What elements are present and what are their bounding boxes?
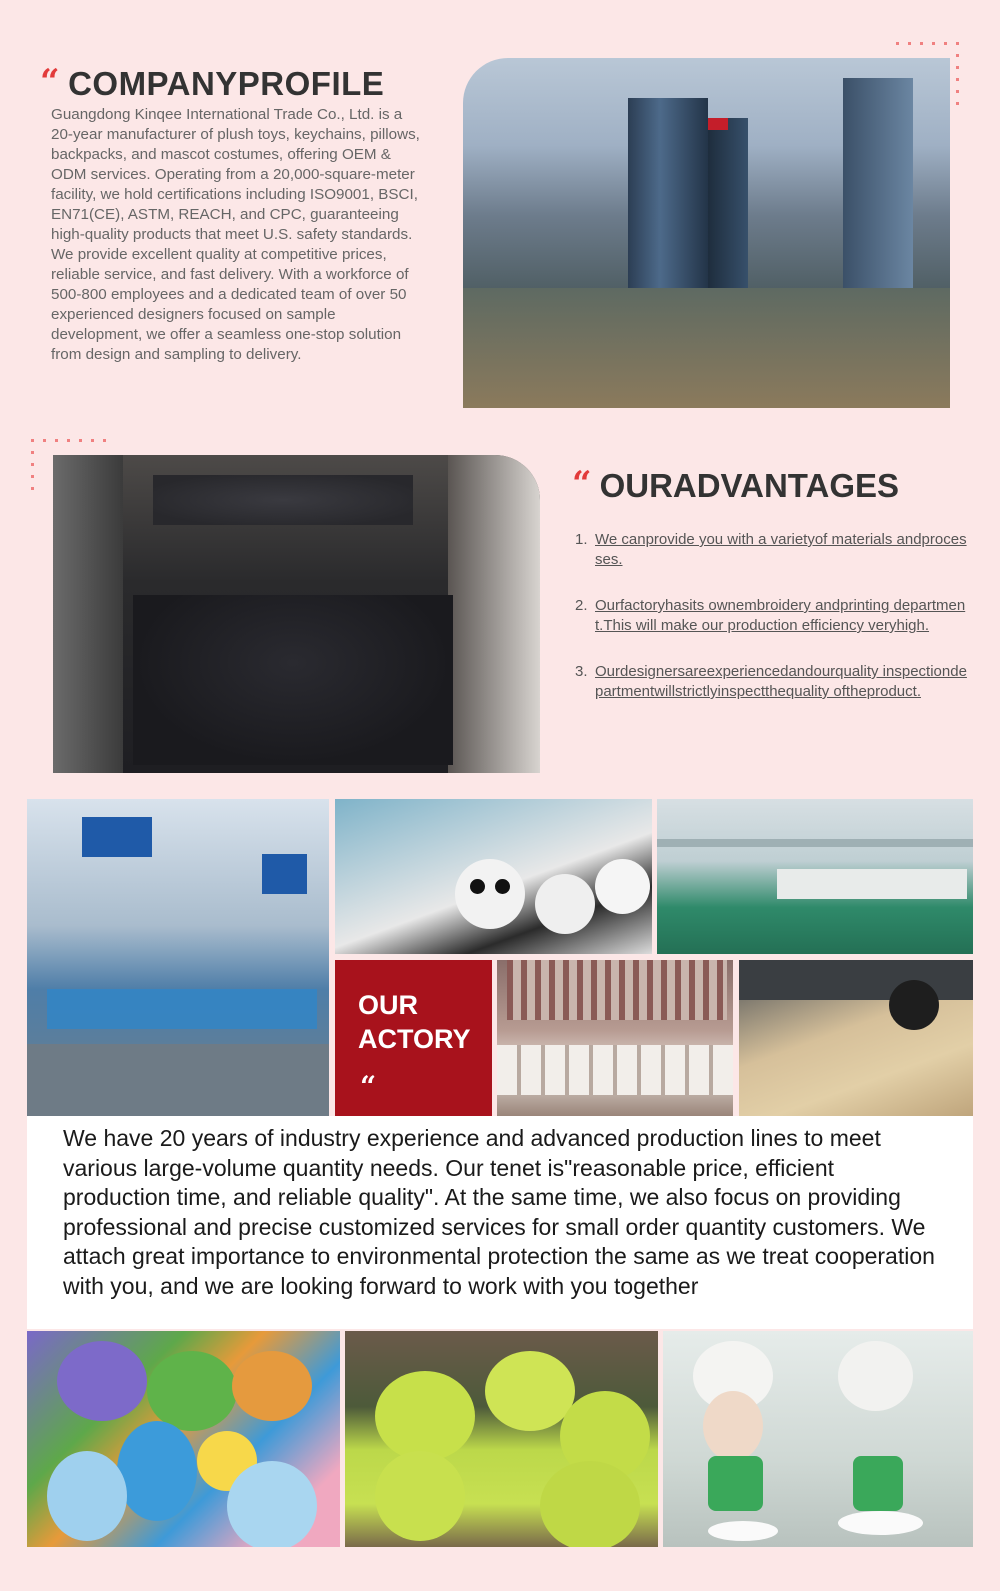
advantage-number: 1. <box>575 531 588 548</box>
advantage-item <box>567 596 967 636</box>
company-building-photo <box>463 58 950 408</box>
company-profile-title: COMPANYPROFILE <box>68 65 385 102</box>
tennis-mascot-costumes-photo <box>345 1331 658 1547</box>
advantages-title: OURADVANTAGES <box>599 467 900 504</box>
advantage-number: 2. <box>575 597 588 614</box>
quote-icon: “ <box>360 1070 377 1103</box>
company-profile-text: Guangdong Kinqee International Trade Co., Ltd. is a 20-year manufacturer of plush toys, keychains, pillows, backpacks, and mascot costumes, offering OEM & ODM services. Operating from a 20,000-square-meter facility, we hold certifications including ISO9001, BSCI, EN71(CE), ASTM, REACH, and CPC, guaranteeing high-quality products that meet U.S. safety standards. We provide excellent quality at competitive prices, reliable service, and fast delivery. With a workforce of 500-800 employees and a dedicated team of over 50 experienced designers focused on sample development, we offer a seamless one-stop solution from design and sampling to delivery. <box>51 106 420 363</box>
embroidery-machine-photo <box>497 960 733 1116</box>
pattern-cutting-photo <box>739 960 973 1116</box>
advantages-heading <box>572 466 899 506</box>
advantage-text: Ourfactoryhasits ownembroidery andprinting department.This will make our production efficiency veryhigh. <box>595 597 966 634</box>
custom-figure-doll-photo <box>663 1331 973 1547</box>
advantages-list <box>567 530 967 728</box>
quote-icon: “ <box>40 62 61 102</box>
advantage-item <box>567 530 967 570</box>
our-factory-line2: ACTORY <box>358 1024 471 1054</box>
sewing-workshop-photo <box>27 799 329 1116</box>
our-factory-line1: OUR <box>358 990 418 1020</box>
embroidery-workshop-photo <box>657 799 973 954</box>
quote-icon: “ <box>572 464 592 504</box>
advantage-number: 3. <box>575 663 588 680</box>
plush-toys-photo <box>27 1331 340 1547</box>
team-group-photo <box>53 455 540 773</box>
our-factory-label <box>335 960 492 1116</box>
factory-description: We have 20 years of industry experience and advanced production lines to meet various large-volume quantity needs. Our tenet is"reasonable price, efficient production time, and reliable quality". At the same time, we also focus on providing professional and precise customized services for small order quantity customers. We attach great importance to environmental protection the same as we treat cooperation with you, and we are looking forward to work with you together <box>63 1125 935 1299</box>
advantage-item <box>567 662 967 702</box>
factory-description-panel <box>27 1116 973 1329</box>
company-profile-heading <box>40 64 384 104</box>
advantage-text: Ourdesignersareexperiencedandourquality inspectiondepartmentwillstrictlyinspectthequality oftheproduct. <box>595 663 967 700</box>
advantage-text: We canprovide you with a varietyof materials andprocesses. <box>595 531 967 568</box>
panda-plush-production-photo <box>335 799 652 954</box>
